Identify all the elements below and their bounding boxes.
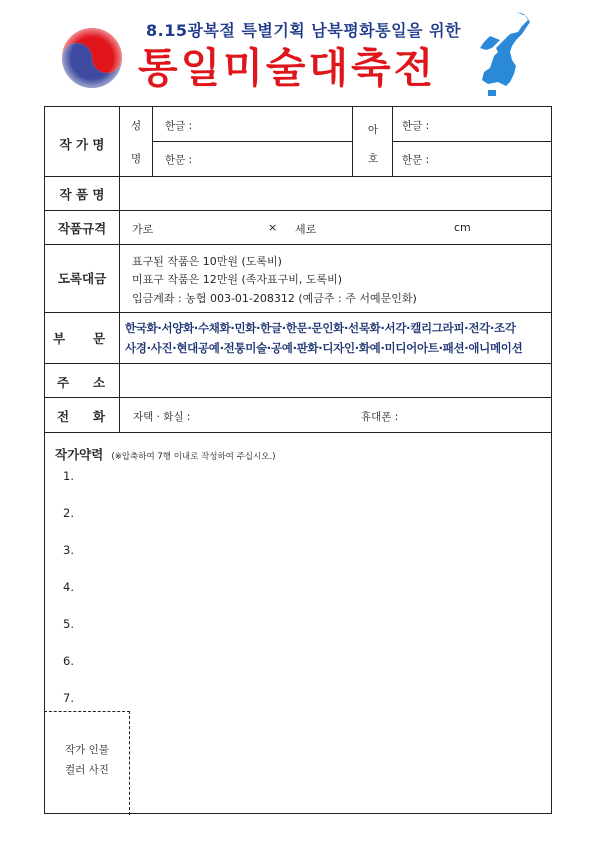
row-divider xyxy=(45,432,551,433)
work-title-label: 작 품 명 xyxy=(59,187,105,202)
cell-divider xyxy=(152,141,352,142)
fee-unframed-text: 미표구 작품은 12만원 (족자표구비, 도록비) xyxy=(132,273,343,286)
phone-label-a: 전 xyxy=(57,409,70,424)
cell-divider xyxy=(392,141,551,142)
row-divider xyxy=(45,176,551,177)
event-title: 통일미술대축전 xyxy=(138,44,437,92)
page-header xyxy=(0,0,600,105)
fee-framed-text: 표구된 작품은 10만원 (도록비) xyxy=(132,255,282,268)
mobile-phone-field[interactable]: 휴대폰 : xyxy=(361,411,399,423)
row-divider xyxy=(45,244,551,245)
bio-line-7[interactable]: 7. xyxy=(63,691,74,705)
row-divider xyxy=(45,397,551,398)
artist-name-label: 작 가 명 xyxy=(59,137,105,152)
address-label-a: 주 xyxy=(57,375,70,390)
korea-map-icon xyxy=(470,10,534,102)
bio-line-5[interactable]: 5. xyxy=(63,617,74,631)
category-list-line1: 한국화·서양화·수채화·민화·한글·한문·문인화·선묵화·서각·캘리그라피·전각·조각 xyxy=(125,321,516,335)
column-divider xyxy=(152,107,153,176)
row-divider xyxy=(45,210,551,211)
bio-line-6[interactable]: 6. xyxy=(63,654,74,668)
name-label-bottom: 명 xyxy=(131,153,142,165)
photo-label-line2: 컬러 사진 xyxy=(65,764,109,776)
pen-name-label-top: 아 xyxy=(368,124,379,136)
bio-line-2[interactable]: 2. xyxy=(63,506,74,520)
bank-account-text: 입금계좌 : 농협 003-01-208312 (예금주 : 주 서예문인화) xyxy=(132,292,417,305)
row-divider xyxy=(45,363,551,364)
hanja-name-field[interactable]: 한문 : xyxy=(165,154,193,166)
column-divider xyxy=(352,107,353,176)
pen-name-label-bottom: 호 xyxy=(368,153,379,165)
column-divider xyxy=(392,107,393,176)
bio-header xyxy=(55,444,275,463)
work-size-label: 작품규격 xyxy=(57,221,107,236)
bio-note: (※압축하여 7행 이내로 작성하여 주십시오.) xyxy=(111,452,276,462)
category-label-a: 부 xyxy=(53,331,66,346)
application-form xyxy=(44,106,552,814)
event-subtitle: 8.15광복절 특별기획 남북평화통일을 위한 xyxy=(146,21,461,40)
bio-line-1[interactable]: 1. xyxy=(63,469,74,483)
photo-label-line1: 작가 인물 xyxy=(65,744,109,756)
size-unit: cm xyxy=(454,221,471,234)
artist-photo-box[interactable] xyxy=(44,711,130,815)
size-height-field[interactable]: 세로 xyxy=(295,223,317,236)
name-label-top: 성 xyxy=(131,120,142,132)
times-sign: × xyxy=(268,221,278,234)
korean-name-field[interactable]: 한글 : xyxy=(165,120,193,132)
size-width-field[interactable]: 가로 xyxy=(132,223,154,236)
bio-label: 작가약력 xyxy=(55,447,104,462)
category-label-b: 문 xyxy=(93,331,106,346)
phone-label-b: 화 xyxy=(93,409,106,424)
column-divider xyxy=(119,107,120,432)
taegeuk-icon xyxy=(60,26,124,90)
bio-line-3[interactable]: 3. xyxy=(63,543,74,557)
address-label-b: 소 xyxy=(93,375,106,390)
pen-name-korean-field[interactable]: 한글 : xyxy=(402,120,430,132)
row-divider xyxy=(45,312,551,313)
catalog-fee-label: 도록대금 xyxy=(57,271,107,286)
category-list-line2: 사경·사진·현대공예·전통미술·공예·판화·디자인·화예·미디어아트·패션·애니메이션 xyxy=(125,341,523,355)
home-phone-field[interactable]: 자택 · 화실 : xyxy=(133,411,191,423)
pen-name-hanja-field[interactable]: 한문 : xyxy=(402,154,430,166)
bio-line-4[interactable]: 4. xyxy=(63,580,74,594)
